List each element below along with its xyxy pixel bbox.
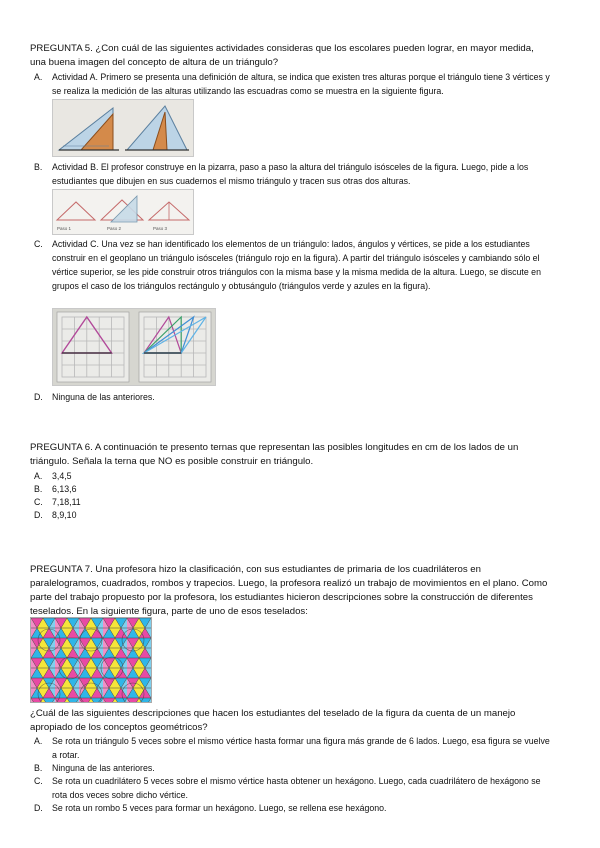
q5-option-c[interactable] xyxy=(30,237,552,307)
tessellation-illustration xyxy=(31,618,151,702)
option-text: Se rota un rombo 5 veces para formar un hexágono. Luego, se rellena ese hexágono. xyxy=(52,803,387,813)
q7-option-c[interactable] xyxy=(30,774,552,802)
q6-stem: PREGUNTA 6. A continuación te presento ternas que representan las posibles longitudes en cm de los lados de un triángulo. Señala la terna que NO es posible construir en triángulo. xyxy=(30,442,519,467)
option-text: Se rota un triángulo 5 veces sobre el mismo vértice hasta formar una figura más grande de 6 lados. Luego, esa figura se vuelve a rotar. xyxy=(52,736,550,760)
q7-option-b[interactable] xyxy=(30,761,552,775)
q7-question: ¿Cuál de las siguientes descripciones que hacen los estudiantes del teselado de la figura da cuenta de un manejo apropiado de los conceptos geométricos? xyxy=(30,708,516,733)
option-letter: C. xyxy=(34,497,43,507)
q6-option-c[interactable] xyxy=(30,495,552,509)
q7-option-a[interactable] xyxy=(30,734,552,762)
option-letter: B. xyxy=(34,763,43,773)
q6-option-d[interactable] xyxy=(30,508,552,522)
q6-option-a[interactable] xyxy=(30,469,552,483)
option-letter: A. xyxy=(34,736,43,746)
option-text: 6,13,6 xyxy=(52,484,77,494)
option-letter: A. xyxy=(34,72,43,82)
option-letter: C. xyxy=(34,776,43,786)
option-letter: D. xyxy=(34,510,43,520)
option-text: 8,9,10 xyxy=(52,510,77,520)
board-step-label: Paso 2 xyxy=(107,226,122,231)
set-squares-illustration xyxy=(53,100,193,156)
option-letter: B. xyxy=(34,484,43,494)
option-text: 3,4,5 xyxy=(52,471,72,481)
option-letter: B. xyxy=(34,162,43,172)
option-text: Actividad C. Una vez se han identificado los elementos de un triángulo: lados, ángulos y vértices, se pide a los estudiantes construir en el geoplano un triángulo isósceles (triángulo rojo en la figura). A partir del triángulo isósceles y cambiando sólo el vértice superior, se les pide construir otros triángulos con la misma base y la misma medida de la altura. Luego, se discute en grupos el caso de los triángulos rectángulo y obtusángulo (triángulos verde y azules en la figura). xyxy=(52,239,541,291)
option-text: 7,18,11 xyxy=(52,497,81,507)
board-steps-illustration xyxy=(53,190,193,234)
option-letter: C. xyxy=(34,239,43,249)
q5-option-d[interactable] xyxy=(30,390,552,404)
q5-stem: PREGUNTA 5. ¿Con cuál de las siguientes actividades consideras que los escolares pueden lograr, en mayor medida, una buena imagen del concepto de altura de un triángulo? xyxy=(30,43,534,68)
q7-stem: PREGUNTA 7. Una profesora hizo la clasificación, con sus estudiantes de primaria de los cuadriláteros en paralelogramos, cuadrados, rombos y trapecios. Luego, la profesora realizó un trabajo de movimientos en el plano. Como parte del trabajo propuesto por la profesora, los estudiantes hicieron descripciones sobre la construcción de diferentes teselados. En la siguiente figura, parte de uno de esos teselados: xyxy=(30,564,548,617)
geoboards-photo xyxy=(52,308,216,386)
tessellation-image xyxy=(30,617,152,703)
q7-option-d[interactable] xyxy=(30,801,552,815)
option-letter: D. xyxy=(34,392,43,402)
option-text: Ninguna de las anteriores. xyxy=(52,763,155,773)
q5-option-a[interactable] xyxy=(30,70,552,98)
option-text: Se rota un cuadrilátero 5 veces sobre el mismo vértice hasta obtener un hexágono. Luego, cada cuadrilátero de hexágono se rota dos veces sobre dicho vértice. xyxy=(52,776,541,800)
board-step-label: Paso 3 xyxy=(153,226,168,231)
board-steps-photo xyxy=(52,189,194,235)
option-text: Ninguna de las anteriores. xyxy=(52,392,155,402)
option-text: Actividad A. Primero se presenta una definición de altura, se indica que existen tres alturas porque el triángulo tiene 3 vértices y se realiza la medición de las alturas utilizando las escuadras como se muestra en la siguiente figura. xyxy=(52,72,550,96)
option-text: Actividad B. El profesor construye en la pizarra, paso a paso la altura del triángulo isósceles de la figura. Luego, pide a los estudiantes que dibujen en sus cuadernos el mismo triángulo y tracen sus otras dos alturas. xyxy=(52,162,529,186)
set-squares-photo xyxy=(52,99,194,157)
board-step-label: Paso 1 xyxy=(57,226,72,231)
geoboards-illustration xyxy=(53,309,215,385)
option-letter: D. xyxy=(34,803,43,813)
q5-option-b[interactable] xyxy=(30,160,552,188)
option-letter: A. xyxy=(34,471,43,481)
q6-option-b[interactable] xyxy=(30,482,552,496)
